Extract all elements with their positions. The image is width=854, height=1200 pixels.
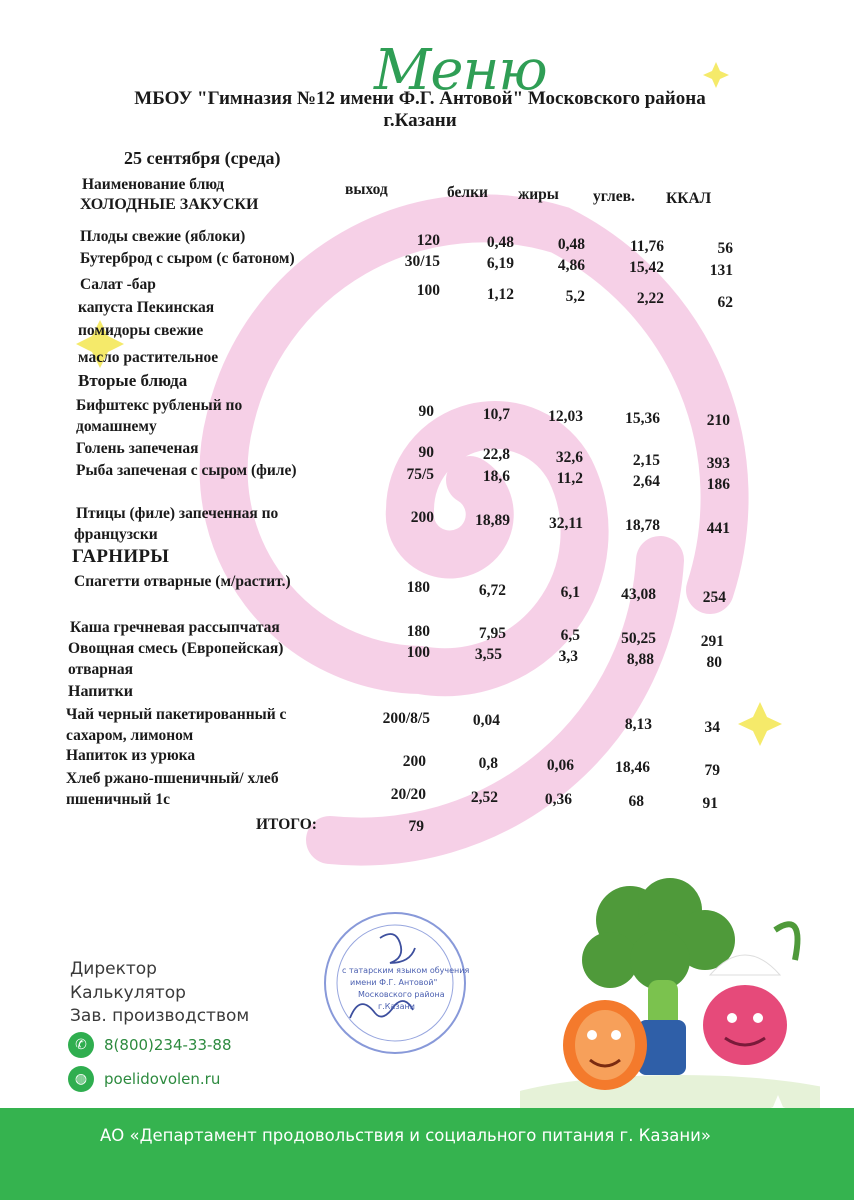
dish-fat: 0,36 (544, 791, 572, 808)
vegetable-characters-illustration (520, 870, 820, 1120)
dish-fat: 32,11 (548, 515, 583, 532)
dish-kcal: 34 (704, 719, 720, 736)
dish-protein: 18,6 (482, 468, 510, 485)
dish-fat: 32,6 (555, 449, 583, 466)
header-carbs: углев. (593, 188, 635, 205)
dish-protein: 0,48 (486, 234, 514, 251)
section-drinks: Напитки (68, 683, 133, 700)
dish-output: 200 (410, 509, 434, 526)
dish-protein: 2,52 (470, 789, 498, 806)
dish-output: 120 (416, 232, 440, 249)
dish-kcal: 291 (700, 633, 724, 650)
dish-protein: 10,7 (482, 406, 510, 423)
section-garnish: ГАРНИРЫ (72, 546, 170, 567)
dish-carbs: 8,13 (624, 716, 652, 733)
phone-number: 8(800)234-33-88 (104, 1036, 232, 1054)
dish-protein: 1,12 (486, 286, 514, 303)
director-label: Директор (70, 959, 157, 979)
header-kcal: ККАЛ (666, 190, 712, 207)
dish-output: 200 (402, 753, 426, 770)
dish-protein: 6,72 (478, 582, 506, 599)
dish-output: 180 (406, 623, 430, 640)
dish-carbs: 8,88 (626, 651, 654, 668)
stamp-line: с татарским языком обучения (342, 966, 470, 975)
dish-carbs: 43,08 (621, 586, 656, 603)
dish-name: Чай черный пакетированный с (66, 706, 287, 723)
school-title (60, 88, 780, 132)
dish-kcal: 56 (717, 240, 733, 257)
dish-protein: 6,19 (486, 255, 514, 272)
dish-fat: 6,1 (560, 584, 580, 601)
dish-fat: 4,86 (557, 257, 585, 274)
total-value: 79 (408, 818, 424, 835)
dish-name-line: помидоры свежие (78, 322, 204, 339)
dish-output: 100 (406, 644, 430, 661)
phone-icon: ✆ (68, 1032, 94, 1058)
dish-protein: 0,8 (478, 755, 498, 772)
menu-brand-title: Меню (374, 38, 547, 103)
company-banner (0, 1108, 854, 1200)
dish-output: 100 (416, 282, 440, 299)
dish-carbs: 68 (628, 793, 644, 810)
stamp-line: Московского района (358, 990, 445, 999)
dish-output: 75/5 (406, 466, 434, 483)
company-name: АО «Департамент продовольствия и социального питания г. Казани» (100, 1126, 711, 1145)
header-output: выход (345, 181, 388, 198)
dish-name: Птицы (филе) запеченная по (76, 505, 279, 522)
dish-fat: 6,5 (560, 627, 580, 644)
official-stamp (320, 908, 470, 1058)
total-label: ИТОГО: (256, 816, 317, 833)
dish-carbs: 18,46 (615, 759, 650, 776)
onion-character (563, 1000, 647, 1090)
dish-kcal: 210 (706, 412, 730, 429)
dish-output: 30/15 (404, 253, 440, 270)
globe-icon: ◍ (68, 1066, 94, 1092)
dish-name: Бифштекс рубленый по (76, 397, 243, 414)
section-second: Вторые блюда (78, 371, 188, 390)
dish-name-line: сахаром, лимоном (66, 727, 194, 744)
dish-name: Плоды свежие (яблоки) (80, 228, 246, 245)
dish-name: Рыба запеченая с сыром (филе) (76, 462, 297, 479)
header-protein: белки (447, 184, 488, 201)
dish-name-line: отварная (68, 661, 133, 678)
dish-kcal: 254 (702, 589, 726, 606)
dish-kcal: 80 (706, 654, 722, 671)
dish-name-line: домашнему (76, 418, 157, 435)
dish-carbs: 2,15 (632, 452, 660, 469)
dish-name: Бутерброд с сыром (с батоном) (80, 250, 295, 267)
dish-kcal: 62 (717, 294, 733, 311)
dish-fat: 5,2 (565, 288, 585, 305)
dish-fat: 0,48 (557, 236, 585, 253)
stamp-line: г.Казани (378, 1002, 415, 1011)
dish-carbs: 15,42 (629, 259, 664, 276)
dish-output: 180 (406, 579, 430, 596)
dish-name: Салат -бар (80, 276, 156, 293)
dish-name-line: французски (74, 526, 158, 543)
stamp-line: имени Ф.Г. Антовой" (350, 978, 438, 987)
dish-kcal: 79 (704, 762, 720, 779)
dish-fat: 3,3 (558, 648, 578, 665)
dish-carbs: 2,22 (636, 290, 664, 307)
dish-carbs: 2,64 (632, 473, 660, 490)
dish-name: Напиток из урюка (66, 747, 196, 764)
dish-output: 90 (418, 444, 434, 461)
dish-name-line: масло растительное (78, 349, 219, 366)
dish-protein: 0,04 (472, 712, 500, 729)
dish-fat: 12,03 (548, 408, 583, 425)
dish-name: Голень запеченая (76, 440, 199, 457)
dish-carbs: 50,25 (621, 630, 656, 647)
signatures-block (70, 958, 249, 1029)
header-fat: жиры (518, 186, 559, 203)
dish-kcal: 441 (706, 520, 730, 537)
school-name: МБОУ "Гимназия №12 имени Ф.Г. Антовой" Московского района (134, 88, 706, 109)
dish-name: Спагетти отварные (м/растит.) (74, 573, 291, 590)
dish-kcal: 393 (706, 455, 730, 472)
dish-fat: 0,06 (546, 757, 574, 774)
section-cold: ХОЛОДНЫЕ ЗАКУСКИ (80, 196, 259, 213)
dish-kcal: 131 (709, 262, 733, 279)
menu-date: 25 сентября (среда) (124, 148, 281, 168)
dish-carbs: 18,78 (625, 517, 660, 534)
dish-name-line: пшеничный 1с (66, 791, 170, 808)
dish-carbs: 11,76 (629, 238, 664, 255)
dish-protein: 18,89 (475, 512, 510, 529)
phone-contact[interactable] (68, 1032, 232, 1058)
dish-name: Каша гречневая рассыпчатая (70, 619, 280, 636)
dish-protein: 22,8 (482, 446, 510, 463)
header-name: Наименование блюд (82, 176, 225, 193)
dish-kcal: 186 (706, 476, 730, 493)
dish-output: 90 (418, 403, 434, 420)
dish-name: Овощная смесь (Европейская) (68, 640, 284, 657)
site-link: poelidovolen.ru (104, 1070, 221, 1088)
dish-name: Хлеб ржано-пшеничный/ хлеб (66, 770, 279, 787)
dish-protein: 3,55 (474, 646, 502, 663)
dish-output: 200/8/5 (382, 710, 430, 727)
school-city: г.Казани (383, 110, 457, 131)
dish-kcal: 91 (702, 795, 718, 812)
dish-output: 20/20 (390, 786, 426, 803)
production-label: Зав. производством (70, 1006, 250, 1026)
dish-protein: 7,95 (478, 625, 506, 642)
dish-fat: 11,2 (556, 470, 583, 487)
site-contact[interactable] (68, 1066, 220, 1092)
calculator-label: Калькулятор (70, 982, 186, 1003)
dish-name-line: капуста Пекинская (78, 299, 215, 316)
dish-carbs: 15,36 (625, 410, 660, 427)
